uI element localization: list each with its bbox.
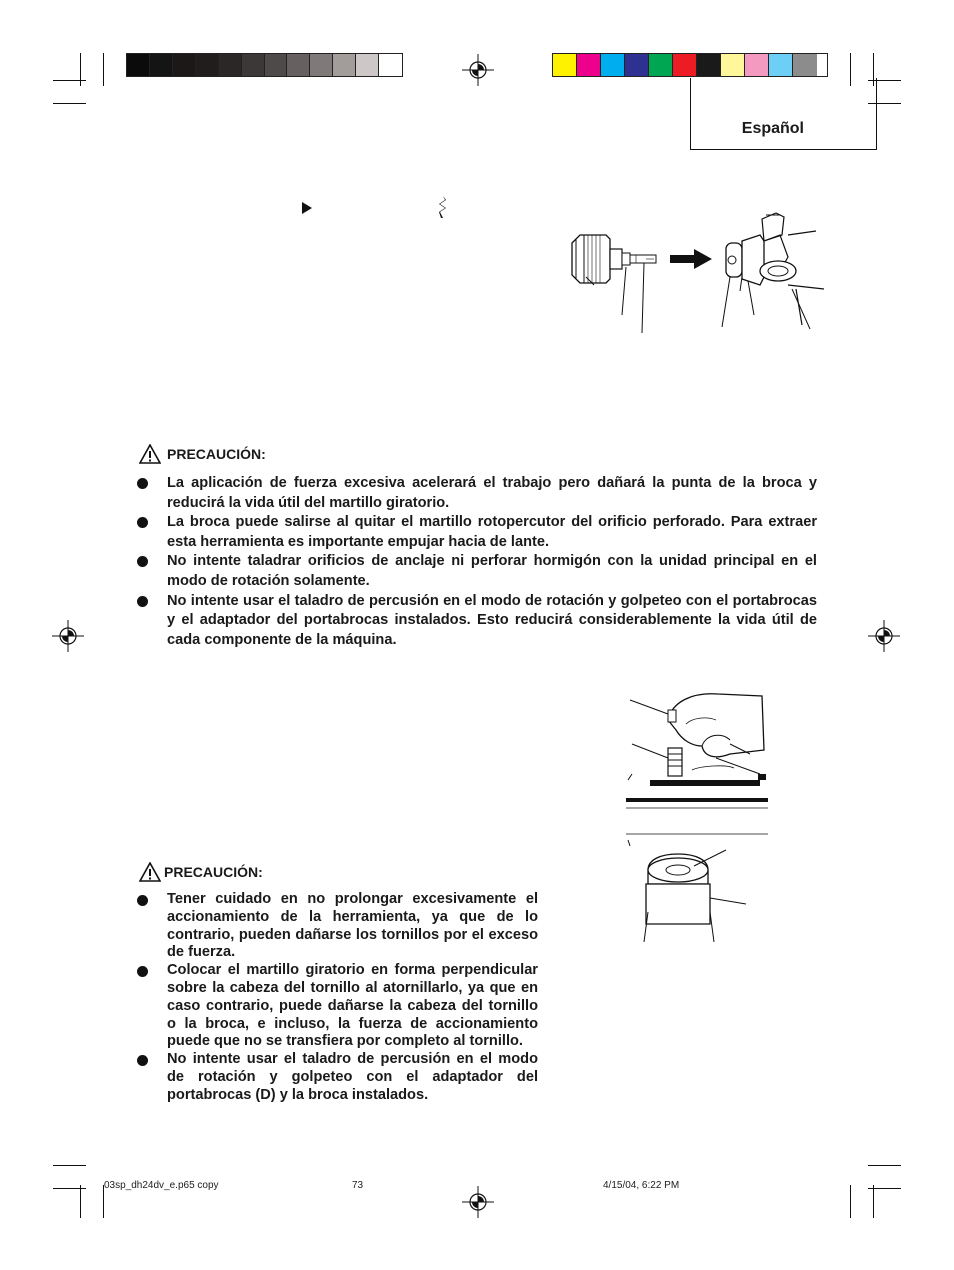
bullet-icon xyxy=(137,517,148,528)
registration-mark-right xyxy=(868,620,900,652)
play-triangle-icon xyxy=(302,202,312,214)
bullet-icon xyxy=(137,556,148,567)
color-swatch xyxy=(553,54,577,76)
language-label: Español xyxy=(741,120,804,137)
gray-swatch xyxy=(150,54,173,76)
language-tab xyxy=(690,78,877,150)
bullet-icon xyxy=(137,966,148,977)
registration-mark-bottom xyxy=(462,1186,494,1218)
registration-mark-top xyxy=(462,54,494,86)
list-item: No intente usar el taladro de percusión en el modo de rotación y golpeteo con el portabrocas y el adaptador del portabrocas instalados. Esto reducirá considerablemente la vida útil de cada componente de la máquina. xyxy=(137,592,817,651)
caution-title-2: PRECAUCIÓN: xyxy=(164,864,263,880)
gray-swatch xyxy=(379,54,402,76)
caution-heading-2 xyxy=(139,862,263,882)
color-swatch xyxy=(625,54,649,76)
list-item: No intente taladrar orificios de anclaje ni perforar hormigón con la unidad principal en el modo de rotación solamente. xyxy=(137,552,817,591)
list-item: No intente usar el taladro de percusión en el modo de rotación y golpeteo con el adaptador del portabrocas (D) y la broca instalados. xyxy=(137,1051,538,1104)
caution-list-2 xyxy=(137,891,538,1105)
bullet-icon xyxy=(137,596,148,607)
gray-swatch xyxy=(173,54,196,76)
list-item: La broca puede salirse al quitar el martillo rotopercutor del orificio perforado. Para extraer esta herramienta es importante empujar hacia de lante. xyxy=(137,513,817,552)
color-swatch xyxy=(697,54,721,76)
gray-swatch xyxy=(219,54,242,76)
color-swatch xyxy=(649,54,673,76)
screw-driving-illustration xyxy=(622,684,772,942)
color-swatch xyxy=(793,54,817,76)
bullet-icon xyxy=(137,478,148,489)
list-item: Colocar el martillo giratorio en forma perpendicular sobre la cabeza del tornillo al atornillarlo, ya que en caso contrario, puede dañarse la cabeza del tornillo o la broca, e incluso, la fuerza de accionamiento puede que no se transfiera por completo al tornillo. xyxy=(137,962,538,1051)
warning-triangle-icon xyxy=(139,444,161,464)
list-item: Tener cuidado en no prolongar excesivamente el accionamiento de la herramienta, ya que de lo contrario, pueden dañarse los tornillos por el exceso de fuerza. xyxy=(137,891,538,962)
footer-filename: 03sp_dh24dv_e.p65 copy xyxy=(104,1180,219,1191)
gray-swatch xyxy=(287,54,310,76)
color-swatch xyxy=(745,54,769,76)
footer-page-number: 73 xyxy=(352,1180,364,1191)
gray-swatch xyxy=(333,54,356,76)
caution-title-1: PRECAUCIÓN: xyxy=(167,446,266,462)
color-swatch xyxy=(769,54,793,76)
list-item: La aplicación de fuerza excesiva acelerará el trabajo pero dañará la punta de la broca y reducirá la vida útil del martillo giratorio. xyxy=(137,474,817,513)
bullet-icon xyxy=(137,895,148,906)
gray-swatch xyxy=(356,54,379,76)
footer-timestamp: 4/15/04, 6:22 PM xyxy=(603,1180,680,1191)
drill-bit-icon xyxy=(439,196,447,218)
gray-swatch xyxy=(310,54,333,76)
caution-heading-1 xyxy=(139,444,266,464)
gray-swatch xyxy=(196,54,219,76)
color-swatch xyxy=(601,54,625,76)
process-color-bar xyxy=(552,53,828,77)
color-swatch xyxy=(721,54,745,76)
color-swatch xyxy=(577,54,601,76)
warning-triangle-icon xyxy=(139,862,161,882)
gray-swatch xyxy=(127,54,150,76)
registration-mark-left xyxy=(52,620,84,652)
grayscale-color-bar xyxy=(126,53,403,77)
caution-list-1 xyxy=(137,474,817,650)
color-swatch xyxy=(673,54,697,76)
bullet-icon xyxy=(137,1055,148,1066)
chuck-adapter-illustration xyxy=(566,205,826,340)
gray-swatch xyxy=(242,54,265,76)
gray-swatch xyxy=(265,54,288,76)
